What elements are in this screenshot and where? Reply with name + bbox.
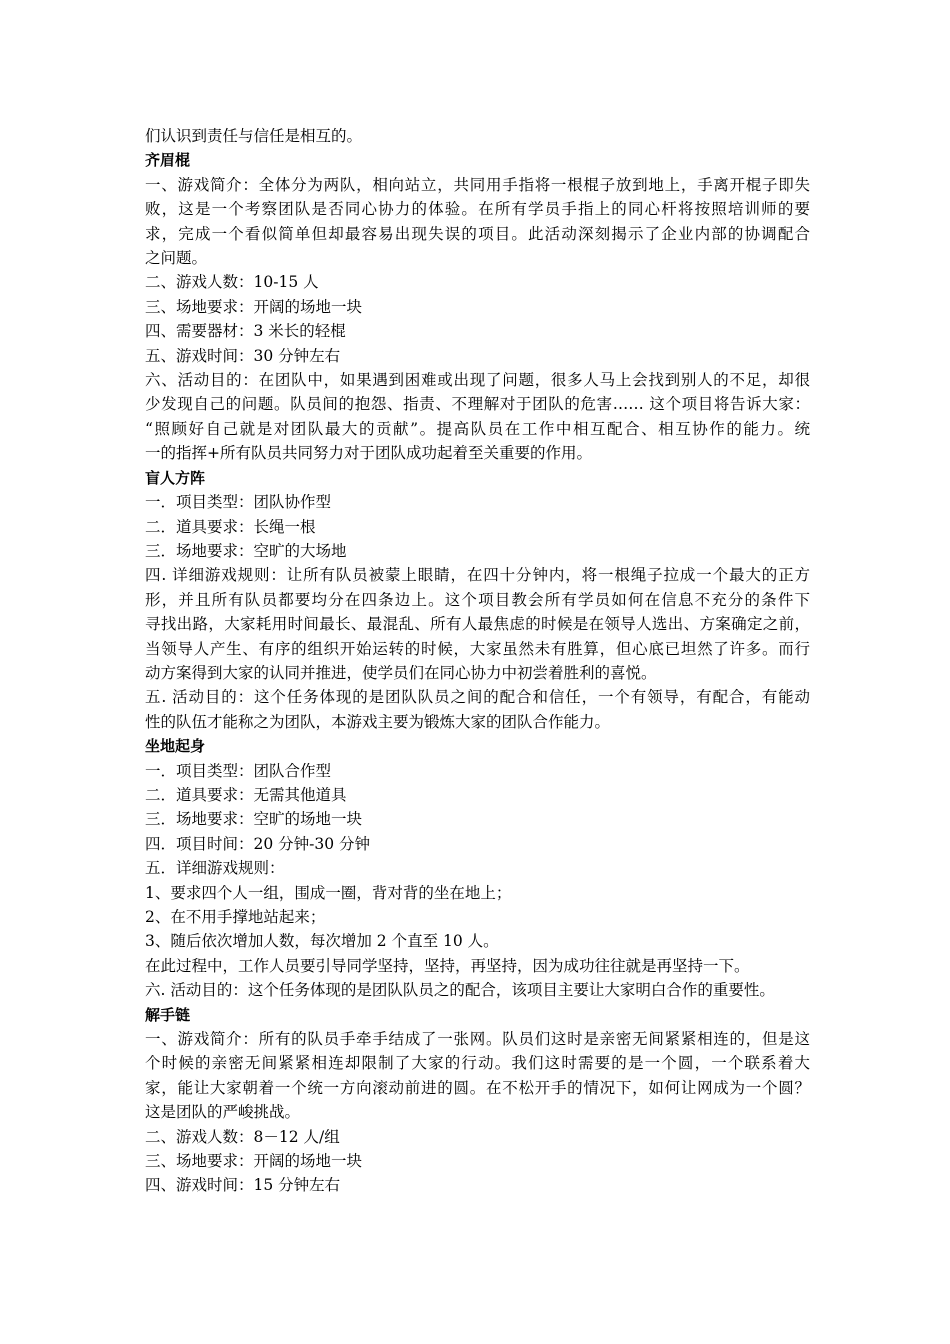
paragraph-line: 五. 活动目的：这个任务体现的是团队队员之间的配合和信任，一个有领导，有配合，有能动 bbox=[145, 688, 810, 707]
paragraph-line: 之问题。 bbox=[145, 249, 208, 268]
list-item: 三、场地要求：开阔的场地一块 bbox=[145, 297, 363, 316]
section-title-jie-shoulian: 解手链 bbox=[145, 1005, 191, 1024]
list-item: 在此过程中，工作人员要引导同学坚持，坚持，再坚持，因为成功往往就是再坚持一下。 bbox=[145, 956, 750, 975]
paragraph-line: 败，这是一个考察团队是否同心协力的体验。在所有学员手指上的同心杆将按照培训师的要 bbox=[145, 200, 810, 219]
list-item: 三．场地要求：空旷的大场地 bbox=[145, 541, 347, 560]
list-item: 二．道具要求：无需其他道具 bbox=[145, 785, 347, 804]
section2-rules-paragraph bbox=[145, 563, 810, 685]
list-item: 2、在不用手撑地站起来； bbox=[145, 908, 326, 926]
section1-intro-paragraph bbox=[145, 173, 810, 271]
paragraph-line: “照顾好自己就是对团队最大的贡献”。提高队员在工作中相互配合、相互协作的能力。统 bbox=[145, 419, 810, 438]
list-item: 二、游戏人数：10-15 人 bbox=[145, 273, 319, 292]
section-title-mangren-fangzhen: 盲人方阵 bbox=[145, 468, 206, 487]
section4-intro-paragraph bbox=[145, 1027, 810, 1125]
paragraph-line: 一的指挥+所有队员共同努力对于团队成功起着至关重要的作用。 bbox=[145, 444, 592, 463]
paragraph-line: 六、活动目的：在团队中，如果遇到困难或出现了问题，很多人马上会找到别人的不足，却很 bbox=[145, 371, 810, 390]
section-title-qimeigun: 齐眉棍 bbox=[145, 151, 191, 170]
paragraph-line: 一、游戏简介：所有的队员手牵手结成了一张网。队员们这时是亲密无间紧紧相连的，但是这 bbox=[145, 1030, 810, 1049]
paragraph-line: 性的队伍才能称之为团队，本游戏主要为锻炼大家的团队合作能力。 bbox=[145, 712, 611, 731]
section2-purpose-paragraph bbox=[145, 685, 810, 734]
paragraph-line: 这是团队的严峻挑战。 bbox=[145, 1103, 301, 1122]
paragraph-line: 家，能让大家朝着一个统一方向滚动前进的圆。在不松开手的情况下，如何让网成为一个圆？ bbox=[145, 1078, 810, 1097]
list-item: 1、要求四个人一组，围成一圈，背对背的坐在地上； bbox=[145, 883, 512, 902]
list-item: 六. 活动目的：这个任务体现的是团队队员之的配合，该项目主要让大家明白合作的重要性。 bbox=[145, 981, 775, 1000]
list-item: 二．道具要求：长绳一根 bbox=[145, 517, 316, 536]
intro-line: 们认识到责任与信任是相互的。 bbox=[145, 127, 363, 145]
paragraph-line: 寻找出路，大家耗用时间最长、最混乱、所有人最焦虑的时候是在领导人选出、方案确定之前， bbox=[145, 615, 810, 634]
list-item: 三．场地要求：空旷的场地一块 bbox=[145, 810, 363, 829]
list-item: 五、游戏时间：30 分钟左右 bbox=[145, 346, 341, 365]
paragraph-line: 一、游戏简介：全体分为两队，相向站立，共同用手指将一根棍子放到地上，手离开棍子即失 bbox=[145, 175, 810, 194]
list-item: 四．项目时间：20 分钟-30 分钟 bbox=[145, 834, 371, 853]
paragraph-line: 形，并且所有队员都要均分在四条边上。这个项目教会所有学员如何在信息不充分的条件下 bbox=[145, 590, 810, 609]
list-item: 三、场地要求：开阔的场地一块 bbox=[145, 1152, 363, 1171]
paragraph-line: 求，完成一个看似简单但却最容易出现失误的项目。此活动深刻揭示了企业内部的协调配合 bbox=[145, 224, 810, 243]
section-title-zuodi-qishen: 坐地起身 bbox=[145, 737, 206, 756]
paragraph-line: 少发现自己的问题。队员间的抱怨、指责、不理解对于团队的危害…… 这个项目将告诉大家： bbox=[145, 395, 810, 414]
document-page bbox=[145, 124, 810, 1198]
list-item: 二、游戏人数：8－12 人/组 bbox=[145, 1127, 340, 1146]
paragraph-line: 个时候的亲密无间紧紧相连却限制了大家的行动。我们这时需要的是一个圆，一个联系着大 bbox=[145, 1054, 810, 1073]
list-item: 一．项目类型：团队协作型 bbox=[145, 493, 332, 512]
section1-purpose-paragraph bbox=[145, 368, 810, 466]
paragraph-line: 动方案得到大家的认同并推进，使学员们在同心协力中初尝着胜利的喜悦。 bbox=[145, 663, 657, 682]
list-item: 四、游戏时间：15 分钟左右 bbox=[145, 1176, 341, 1195]
list-item: 一．项目类型：团队合作型 bbox=[145, 761, 332, 780]
list-item: 3、随后依次增加人数，每次增加 2 个直至 10 人。 bbox=[145, 932, 499, 951]
list-item: 四、需要器材：3 米长的轻棍 bbox=[145, 322, 346, 341]
list-item: 五．详细游戏规则： bbox=[145, 859, 285, 878]
paragraph-line: 当领导人产生、有序的组织开始运转的时候，大家虽然未有胜算，但心底已坦然了许多。而行 bbox=[145, 639, 810, 658]
paragraph-line: 四. 详细游戏规则：让所有队员被蒙上眼睛，在四十分钟内，将一根绳子拉成一个最大的正方 bbox=[145, 566, 810, 585]
